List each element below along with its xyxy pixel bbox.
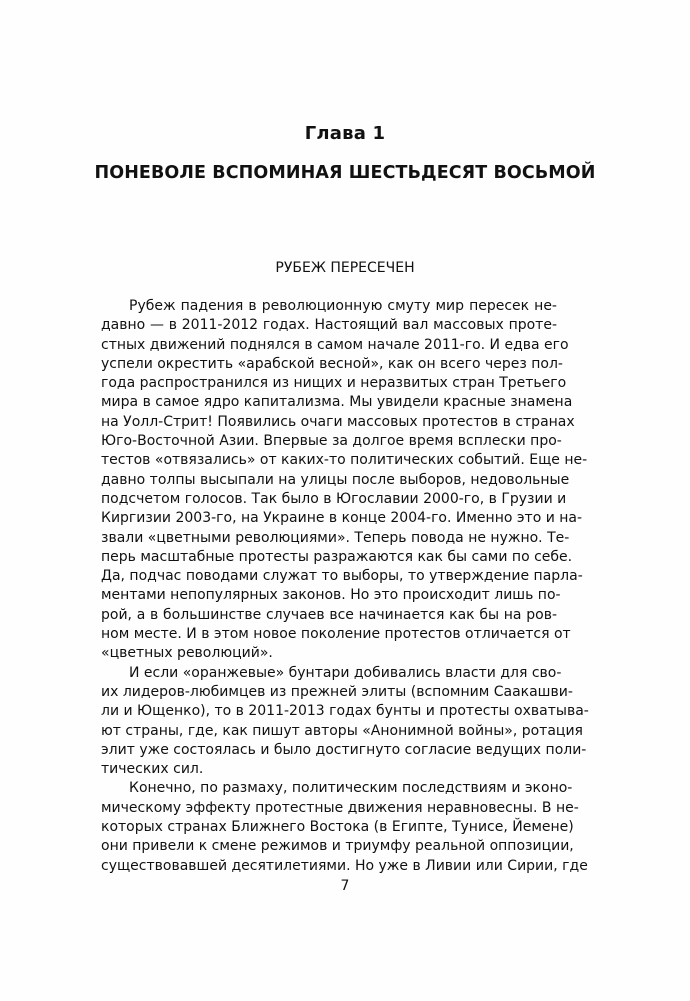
page-number: 7	[340, 878, 350, 894]
text-line: мическому эффекту протестные движения неравновесны. В не-	[101, 799, 579, 816]
text-line: Рубеж падения в революционную смуту мир пересек не-	[129, 298, 557, 314]
text-line: элит уже состоялась и было достигнуто согласие ведущих поли-	[101, 741, 587, 758]
body-text	[101, 297, 589, 876]
text-line: на Уолл-Стрит! Появились очаги массовых протестов в странах	[101, 413, 575, 430]
text-line: Киргизии 2003-го, на Украине в конце 2004-го. Именно это и на-	[101, 510, 583, 527]
text-line: давно — в 2011-2012 годах. Настоящий вал массовых проте-	[101, 317, 557, 334]
text-line: И если «оранжевые» бунтари добивались власти для сво-	[129, 664, 562, 681]
text-line: успели окрестить «арабской весной», как он всего через пол-	[101, 355, 563, 372]
text-line: стных движений поднялся в самом начале 2011-го. И едва его	[101, 336, 569, 353]
text-line: они привели к смене режимов и триумфу реальной оппозиции,	[101, 838, 574, 855]
chapter-number: Глава 1	[304, 123, 386, 144]
text-line: рой, а в большинстве случаев все начинается как бы на ров-	[101, 606, 557, 623]
text-line: Юго-Восточной Азии. Впервые за долгое время всплески про-	[101, 433, 562, 450]
text-line: мира в самое ядро капитализма. Мы увидели красные знамена	[101, 394, 573, 411]
text-line: которых странах Ближнего Востока (в Египте, Тунисе, Йемене)	[101, 819, 574, 836]
section-title: РУБЕЖ ПЕРЕСЕЧЕН	[275, 260, 415, 276]
text-line: ном месте. И в этом новое поколение протестов отличается от	[101, 626, 571, 643]
text-line: перь масштабные протесты разражаются как бы сами по себе.	[101, 548, 573, 565]
text-line: Конечно, по размаху, политическим последствиям и эконо-	[129, 780, 573, 797]
text-line: «цветных революций».	[101, 645, 273, 662]
text-line: ментами непопулярных законов. Но это происходит лишь по-	[101, 587, 561, 604]
text-line: года распространился из нищих и неразвитых стран Третьего	[101, 375, 567, 392]
chapter-title: ПОНЕВОЛЕ ВСПОМИНАЯ ШЕСТЬДЕСЯТ ВОСЬМОЙ	[94, 163, 596, 183]
text-line: Да, подчас поводами служат то выборы, то утверждение парла-	[101, 568, 583, 585]
text-line: ли и Ющенко), то в 2011-2013 годах бунты и протесты охватыва-	[101, 703, 589, 720]
text-line: их лидеров-любимцев из прежней элиты (вспомним Саакашви-	[101, 683, 573, 700]
text-line: тических сил.	[101, 761, 204, 778]
text-line: подсчетом голосов. Так было в Югославии 2000-го, в Грузии и	[101, 490, 567, 507]
text-line: существовавшей десятилетиями. Но уже в Ливии или Сирии, где	[101, 857, 588, 874]
text-line: звали «цветными революциями». Теперь повода не нужно. Те-	[101, 529, 570, 546]
text-line: давно толпы высыпали на улицы после выборов, недовольные	[101, 471, 570, 488]
text-line: ют страны, где, как пишут авторы «Анонимной войны», ротация	[101, 722, 583, 739]
text-line: тестов «отвязались» от каких-то политических событий. Еще не-	[101, 452, 588, 469]
